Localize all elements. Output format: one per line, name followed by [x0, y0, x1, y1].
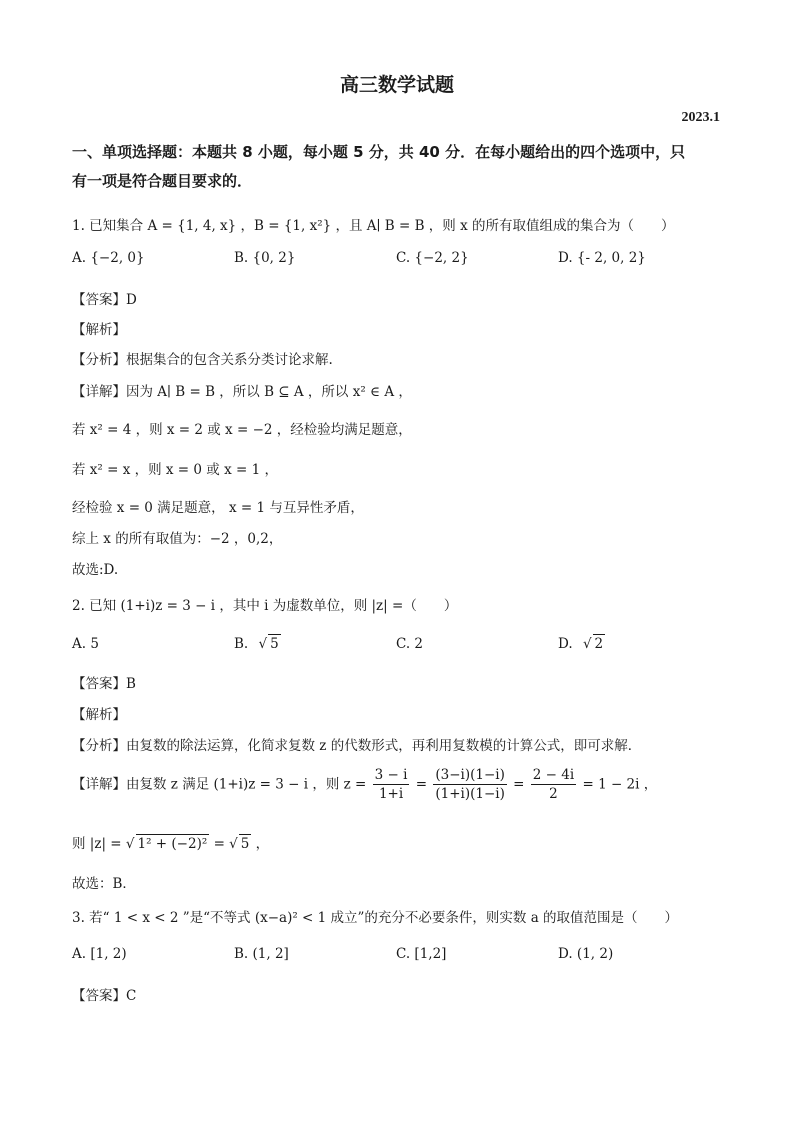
q3-option-c: C. [1,2]	[396, 946, 447, 962]
q2-modulus-prefix: 则 |z| =	[72, 836, 122, 852]
q1-answer: 【答案】D	[72, 292, 137, 308]
q1-summary: 综上 x 的所有取值为：−2 ，0,2，	[72, 531, 283, 547]
q3-option-a: A. [1, 2)	[72, 946, 127, 962]
q2-fraction-3-den: 2	[549, 786, 558, 802]
q2-detail: 【详解】由复数 z 满足 (1+i)z = 3 − i ，则 z = $\frac{3 - i}{1+i}$ = $\frac{(3-i)(1-i)}{(1+i)(1-i)}$ = $\frac{2 - 4i}{2}$ = 1 − 2i ，	[72, 767, 658, 802]
q2-fraction-2	[433, 766, 507, 803]
q1-stem: 1. 已知集合 A = {1, 4, x} ，B = {1, x²} ，且 A∣ B = B ，则 x 的所有取值组成的集合为（ ）	[72, 218, 675, 234]
q2-answer: 【答案】B	[72, 676, 136, 692]
q3-stem: 3. 若“ 1 < x < 2 ”是“不等式 (x−a)² < 1 成立”的充分不必要条件，则实数 a 的取值范围是（ ）	[72, 910, 679, 926]
q2-option-b: B. √ 5	[234, 636, 279, 652]
q2-option-a: A. 5	[72, 636, 99, 652]
q1-analysis: 【分析】根据集合的包含关系分类讨论求解.	[72, 352, 333, 368]
q1-option-d: D. {- 2, 0, 2}	[558, 250, 646, 266]
q1-case2: 若 x² = x ，则 x = 0 或 x = 1 ，	[72, 462, 278, 478]
page-title: 高三数学试题	[339, 74, 454, 96]
q1-detail: 【详解】因为 A∣ B = B ，所以 B ⊆ A ，所以 x² ∈ A ，	[72, 384, 412, 400]
q2-option-d-radicand: 2	[594, 636, 604, 652]
q2-fraction-1	[373, 766, 410, 803]
q1-option-a: A. {−2, 0}	[72, 250, 145, 266]
q1-option-c: C. {−2, 2}	[396, 250, 469, 266]
q1-option-b: B. {0, 2}	[234, 250, 296, 266]
q2-detail-prefix: 【详解】由复数 z 满足 (1+i)z = 3 − i ，则 z =	[72, 776, 367, 793]
exam-date: 2023.1	[681, 110, 720, 125]
q2-option-b-label: B.	[234, 636, 249, 652]
q2-stem: 2. 已知 (1+i)z = 3 − i ，其中 i 为虚数单位，则 |z| =（ ）	[72, 598, 458, 614]
q2-modulus-end: ，	[255, 836, 270, 852]
q2-fraction-1-den: 1+i	[378, 786, 404, 802]
q2-modulus-value: 5	[240, 836, 250, 852]
q2-analysis: 【分析】由复数的除法运算，化简求复数 z 的代数形式，再利用复数模的计算公式，即可求解．	[72, 738, 642, 754]
q3-option-b: B. (1, 2]	[234, 946, 289, 962]
q2-fraction-3-num: 2 − 4i	[532, 767, 575, 783]
q1-choose: 故选:D.	[72, 562, 119, 578]
q2-fraction-1-num: 3 − i	[374, 767, 408, 783]
q2-choose: 故选：B．	[72, 876, 136, 892]
q2-jiexi: 【解析】	[72, 707, 126, 723]
q2-fraction-3	[531, 766, 576, 803]
q1-check: 经检验 x = 0 满足题意， x = 1 与互异性矛盾，	[72, 500, 364, 516]
q3-option-d: D. (1, 2)	[558, 946, 614, 962]
section-heading-line1: 一、单项选择题：本题共 8 小题，每小题 5 分，共 40 分．在每小题给出的四个选项中，只	[72, 143, 686, 161]
q1-jiexi: 【解析】	[72, 322, 126, 338]
q2-modulus-radicand: 1² + (−2)²	[137, 836, 208, 852]
q3-answer: 【答案】C	[72, 988, 137, 1004]
section-heading-line2: 有一项是符合题目要求的．	[72, 172, 253, 190]
q2-modulus-eq: =	[213, 836, 225, 852]
q2-option-b-radicand: 5	[270, 636, 279, 652]
q2-fraction-2-den: (1+i)(1−i)	[435, 786, 505, 802]
q2-detail-tail: = 1 − 2i ，	[582, 776, 658, 793]
q1-case1: 若 x² = 4 ，则 x = 2 或 x = −2 ，经检验均满足题意，	[72, 422, 412, 438]
q2-modulus: 则 |z| = √ 1² + (−2)² = √ 5 ，	[72, 836, 270, 852]
q2-fraction-2-num: (3−i)(1−i)	[435, 767, 505, 783]
q2-option-d-label: D.	[558, 636, 573, 652]
q2-option-d: D. √ 2	[558, 636, 604, 652]
q2-option-c: C. 2	[396, 636, 424, 652]
